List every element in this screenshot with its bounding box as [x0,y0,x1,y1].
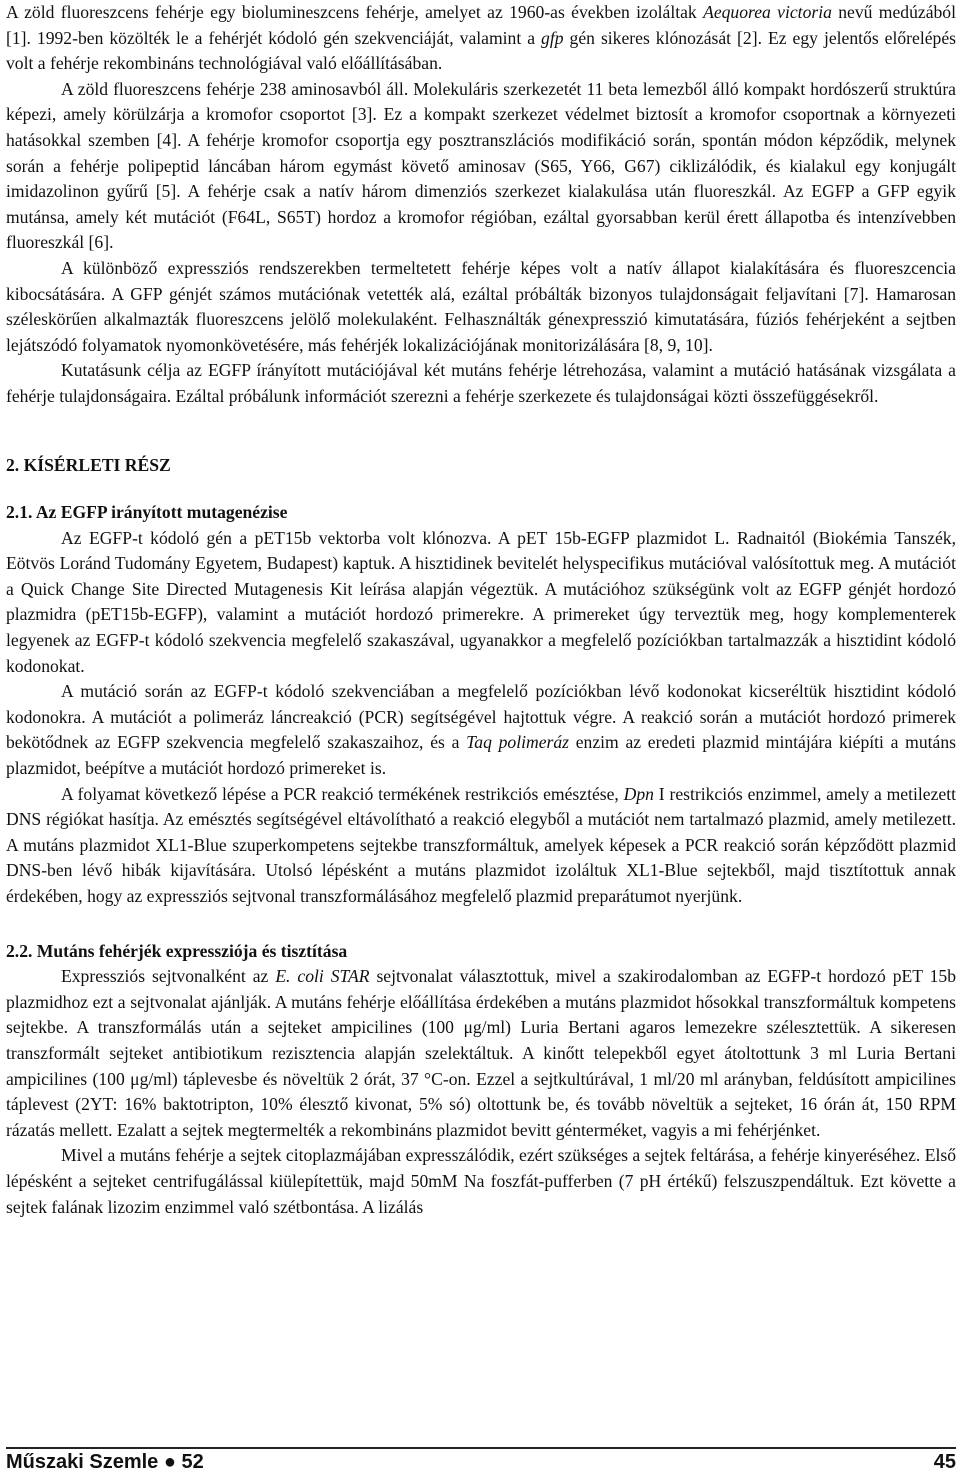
journal-title: Műszaki Szemle [6,1451,159,1473]
subsection-heading-2-2: 2.2. Mutáns fehérjék expressziója és tisztítása [6,940,348,961]
expression-paragraph-2: Mivel a mutáns fehérje a sejtek citoplazmájában expresszálódik, ezért szükséges a sejtek feltárása, a fehérje kinyeréséhez. Első lépésként a sejteket centrifugálással kiülepítettük, majd 50mM Na foszfát-pufferben (7 pH értékű) felszuszpendáltuk. Ezt követte a sejtek falának lizozim enzimmel való szétbontása. A lizálás [6,1145,956,1217]
intro-paragraph-3: A különböző expressziós rendszerekben termeltetett fehérje képes volt a natív állapot kialakítására és fluoreszcencia kibocsátására. A GFP génjét számos mutációnak vetették alá, ezáltal próbálták bizonyos tulajdonságait feljavítani [7]. Hamarosan széleskörűen alkalmazták fluoreszcens jelölő molekulaként. Felhasználták génexpresszió kimutatására, fúziós fehérjeként a sejtben lejátszódó folyamatok nyomonkövetésére, más fehérjék lokalizációjának monitorizálására [8, 9, 10]. [6,257,956,355]
subsection-heading-2-1: 2.1. Az EGFP irányított mutagenézise [6,502,288,523]
document-page [6,0,956,1220]
intro-paragraph-2: A zöld fluoreszcens fehérje 238 aminosavból áll. Molekuláris szerkezetét 11 beta lemezből álló kompakt hordószerű struktúra képezi, amely körülzárja a kromofor csoportot [3]. Ez a kompakt szerkezet védelmet biztosít a kromofor csoportnak a környezeti hatásokkal szemben [4]. A fehérje kromofor csoportja egy posztranszlációs modifikáció során, spontán módon képződik, melynek során a fehérje polipeptid láncában három egymást követő aminosav (S65, Y66, G67) ciklizálódik, és kialakul egy konjugált imidazolinon gyűrű [5]. A fehérje csak a natív három dimenziós szerkezet kialakulása után fluoreszkál. Az EGFP a GFP egyik mutánsa, amely két mutációt (F64L, S65T) hordoz a kromofor régióban, ezáltal gyorsabban kerül érett állapotba és intenzívebben fluoreszkál [6]. [6,78,956,253]
issue-number: 52 [181,1451,204,1473]
mutagenesis-paragraph-2: A mutáció során az EGFP-t kódoló szekvenciában a megfelelő pozíciókban lévő kodonokat kicseréltük hisztidint kódoló kodonokra. A mutációt a polimeráz láncreakció (PCR) segítségével hajtottuk végre. A reakció során a mutációt hordozó primerek bekötődnek az EGFP szekvencia megfelelő szakaszaihoz, és a Taq polimeráz enzim az eredeti plazmid mintájára kiépíti a mutáns plazmidot, beépítve a mutációt hordozó primereket is. [6,681,956,779]
expression-paragraph-1: Expressziós sejtvonalként az E. coli STAR sejtvonalat választottuk, mivel a szakirodalomban az EGFP-t hordozó pET 15b plazmidhoz ezt a sejtvonalat ajánlják. A mutáns fehérje előállítása érdekében a mutáns plazmidot hősokkal transzformáltuk kompetens sejtekbe. A transzformálás után a sejteket ampicilines (100 μg/ml) Luria Bertani agaros lemezekre szélesztettük. A sikeresen transzformált sejteket antibiotikum rezisztencia alapján szelektáltuk. A kinőtt telepekből egyet átoltottunk 3 ml Luria Bertani ampicilines (100 μg/ml) táplevesbe és növeltük 2 órát, 37 °C-on. Ezzel a sejtkultúrával, 1 ml/20 ml arányban, feldúsított ampicilines táplevest (2YT: 16% baktotripton, 10% élesztő kivonat, 5% só) oltottunk be, és tovább növeltük a sejteket, 16 órán át, 150 RPM rázatás mellett. Ezalatt a sejtek megtermelték a rekombináns plazmidot bevitt génterméket, vagyis a mi fehérjénket. [6,966,957,1140]
footer-journal [6,1451,204,1474]
mutagenesis-paragraph-1: Az EGFP-t kódoló gén a pET15b vektorba volt klónozva. A pET 15b-EGFP plazmidot L. Radnaitól (Biokémia Tanszék, Eötvös Loránd Tudomány Egyetem, Budapest) kaptuk. A hisztidinek bevitelét helyspecifikus mutációval valósítottuk meg. A mutációt a Quick Change Site Directed Mutagenesis Kit leírása alapján végeztük. A mutációhoz szükségünk volt az EGFP génjét hordozó plazmidra (pET15b-EGFP), valamint a mutációt hordozó primerekre. A primereket úgy terveztük meg, hogy komplementerek legyenek az EGFP-t kódoló szekvencia megfelelő szakaszával, ugyanakkor a megfelelő pozíciókban tartalmazzák a hisztidint kódoló kodonokat. [6,527,956,676]
page-number: 45 [933,1451,956,1473]
intro-paragraph-4: Kutatásunk célja az EGFP írányított mutációjával két mutáns fehérje létrehozása, valamint a mutáció hatásának vizsgálata a fehérje tulajdonságaira. Ezáltal próbálunk információt szerezni a fehérje szerkezete és tulajdonságai közti összefüggésekről. [6,360,956,406]
section-heading: 2. KÍSÉRLETI RÉSZ [6,454,171,475]
mutagenesis-paragraph-3: A folyamat következő lépése a PCR reakció termékének restrikciós emésztése, Dpn I restrikciós enzimmel, amely a metilezett DNS régiókat hasítja. Az emésztés segítségével eltávolítható a reakció elegyből a mutációt nem tartalmazó plazmid, amely metilezett. A mutáns plazmidot XL1-Blue szuperkompetens sejtekbe transzformáltuk, amelyek képesek a PCR reakció során képződött plazmid DNS-ben lévő hibák kijavítására. Utolsó lépésként a mutáns plazmidot izoláltuk XL1-Blue sejtekből, majd tisztítottuk annak érdekében, hogy az expressziós sejtvonal transzformálásához megfelelő plazmid preparátumot nyerjünk. [6,783,956,906]
page-footer [6,1447,956,1476]
bullet-icon: ● [163,1451,176,1473]
intro-paragraph-1: A zöld fluoreszcens fehérje egy biolumineszcens fehérje, amelyet az 1960-as években izoláltak Aequorea victoria nevű medúzából [1]. 1992-ben közölték le a fehérjét kódoló gén szekvenciáját, valamint a gfp gén sikeres klónozását [2]. Ez egy jelentős előrelépés volt a fehérje rekombináns technológiával való előállításában. [6,2,956,74]
